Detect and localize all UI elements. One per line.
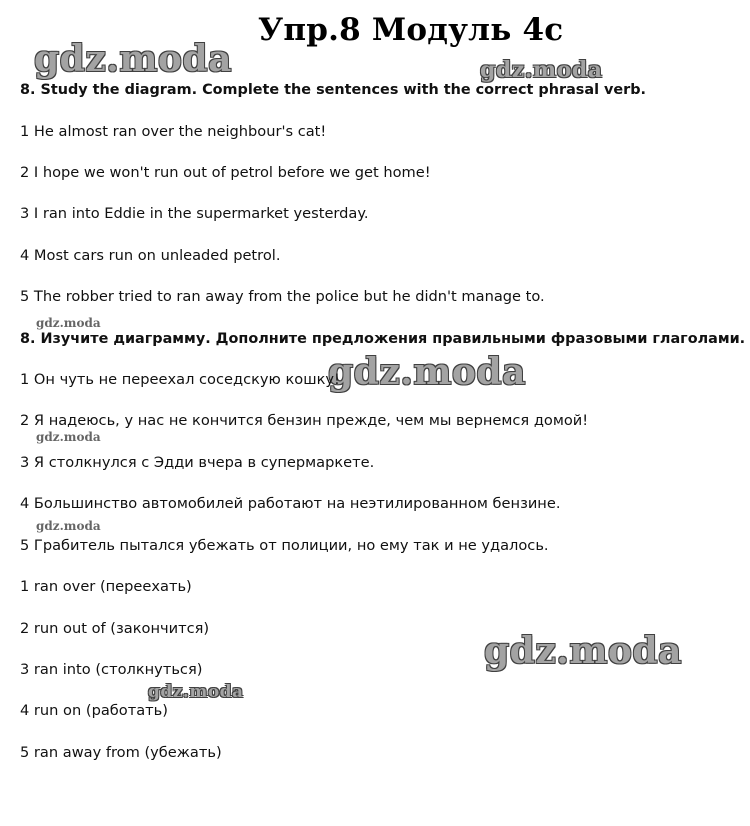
answer-1: 1 ran over (переехать) — [20, 578, 192, 595]
watermark-logo: gdz.moda — [36, 519, 101, 533]
watermark-logo: gdz.moda — [480, 57, 603, 83]
russian-sentence-5: 5 Грабитель пытался убежать от полиции, но ему так и не удалось. — [20, 537, 549, 554]
watermark-logo: gdz.moda — [36, 430, 101, 444]
page-title: Упр.8 Модуль 4c — [258, 12, 564, 48]
russian-sentence-4: 4 Большинство автомобилей работают на неэтилированном бензине. — [20, 495, 561, 512]
english-sentence-5: 5 The robber tried to ran away from the police but he didn't manage to. — [20, 288, 545, 305]
answer-2: 2 run out of (закончится) — [20, 620, 210, 637]
watermark-logo: gdz.moda — [36, 316, 101, 330]
answer-3: 3 ran into (столкнуться) — [20, 661, 203, 678]
english-sentence-4: 4 Most cars run on unleaded petrol. — [20, 247, 281, 264]
russian-sentence-2: 2 Я надеюсь, у нас не кончится бензин прежде, чем мы вернемся домой! — [20, 412, 589, 429]
watermark-logo: gdz.moda — [328, 351, 526, 393]
watermark-logo: gdz.moda — [484, 630, 682, 672]
english-sentence-3: 3 I ran into Eddie in the supermarket yesterday. — [20, 205, 369, 222]
english-task-heading: 8. Study the diagram. Complete the sentences with the correct phrasal verb. — [20, 82, 647, 98]
russian-sentence-1: 1 Он чуть не переехал соседскую кошку! — [20, 371, 340, 388]
answer-4: 4 run on (работать) — [20, 702, 168, 719]
answer-5: 5 ran away from (убежать) — [20, 744, 222, 761]
watermark-logo: gdz.moda — [34, 38, 232, 80]
russian-sentence-3: 3 Я столкнулся с Эдди вчера в супермаркете. — [20, 454, 375, 471]
english-sentence-1: 1 He almost ran over the neighbour's cat! — [20, 123, 327, 140]
russian-task-heading: 8. Изучите диаграмму. Дополните предложения правильными фразовыми глаголами. — [20, 331, 746, 347]
watermark-logo: gdz.moda — [148, 682, 244, 702]
english-sentence-2: 2 I hope we won't run out of petrol before we get home! — [20, 164, 431, 181]
